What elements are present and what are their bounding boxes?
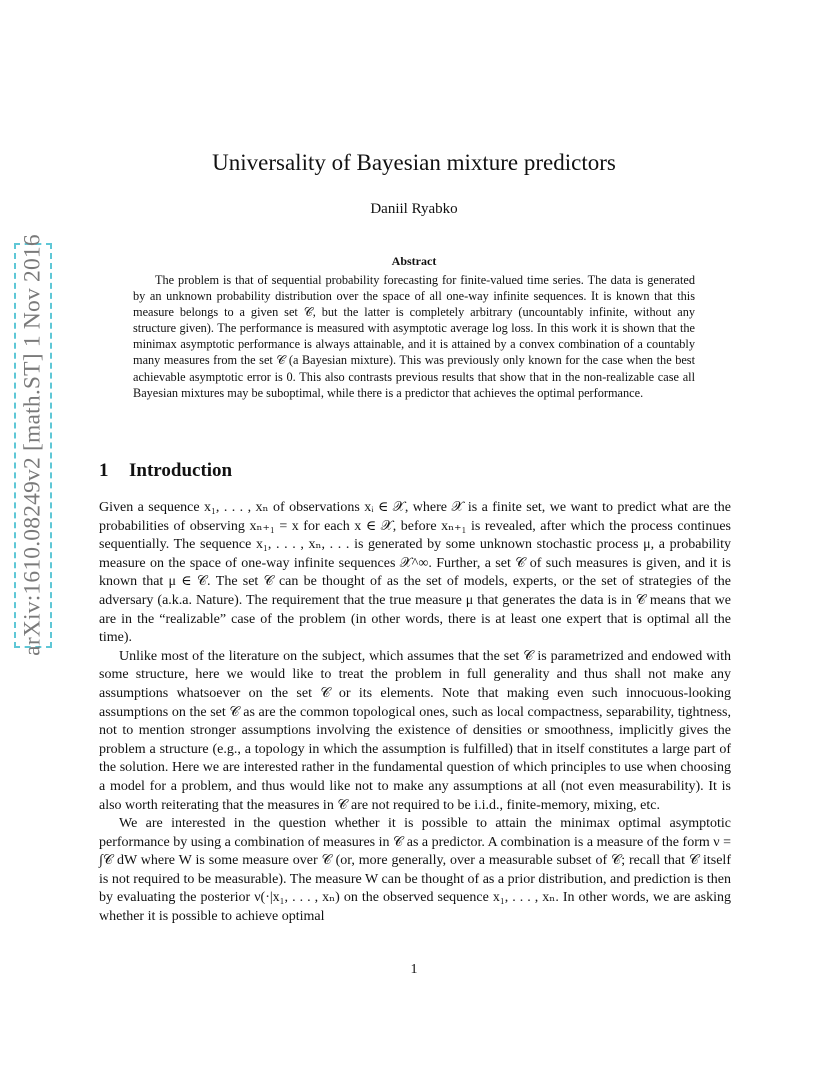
abstract-heading: Abstract bbox=[391, 254, 437, 268]
page-number: 1 bbox=[410, 962, 418, 977]
section-title: Introduction bbox=[129, 460, 233, 481]
paragraph: Given a sequence x₁, . . . , xₙ of observations xᵢ ∈ 𝒳, where 𝒳 is a finite set, we want to predict what are the probabilities of observing xₙ₊₁ = x for each x ∈ 𝒳, before xₙ₊₁ is revealed, after which the process continues sequentially. The sequence x₁, . . . , xₙ, . . . is generated by some unknown stochastic process μ, a probability measure on the space of one-way infinite sequences 𝒳^∞. Further, a set 𝒞 of such measures is given, and it is known that μ ∈ 𝒞. The set 𝒞 can be thought of as the set of models, experts, or the set of strategies of the adversary (a.k.a. Nature). The requirement that the true measure μ that generates the data is in 𝒞 means that we are in the “realizable” case of the problem (in other words, there is at least one expert that is optimal all the time). bbox=[99, 500, 731, 646]
section-body bbox=[99, 499, 731, 927]
section-heading bbox=[99, 460, 232, 482]
paragraph: We are interested in the question whether it is possible to attain the minimax optimal asymptotic performance by using a combination of measures in 𝒞 as a predictor. A combination is a measure of the form ν = ∫𝒞 dW where W is some measure over 𝒞 (or, more generally, over a measurable subset of 𝒞; recall that 𝒞 itself is not required to be measurable). The measure W can be thought of as a prior distribution, and prediction is then by evaluating the posterior ν(·|x₁, . . . , xₙ) on the observed sequence x₁, . . . , xₙ. In other words, we are asking whether it is possible to achieve optimal bbox=[99, 816, 731, 925]
abstract-body: The problem is that of sequential probability forecasting for finite-valued time series. The data is generated by an unknown probability distribution over the space of all one-way infinite sequences. It is known that this measure belongs to a given set 𝒞, but the latter is completely arbitrary (uncountably infinite, without any structure given). The performance is measured with asymptotic average log loss. In this work it is shown that the minimax asymptotic performance is always attainable, and it is attained by a convex combination of a countably many measures from the set 𝒞 (a Bayesian mixture). This was previously only known for the case when the best achievable asymptotic error is 0. This also contrasts previous results that show that in the non-realizable case all Bayesian mixtures may be suboptimal, while there is a predictor that achieves the optimal performance. bbox=[133, 273, 695, 400]
paper-author: Daniil Ryabko bbox=[370, 201, 458, 217]
paragraph: Unlike most of the literature on the subject, which assumes that the set 𝒞 is parametrized and endowed with some structure, here we would like to treat the problem in full generality and thus shall not make any assumptions whatsoever on the set 𝒞 or its elements. Note that making even such innocuous-looking assumptions on the set 𝒞 as are the common topological ones, such as local compactness, separability, tightness, not to mention stronger assumptions involving the existence of densities or smoothness, implicitly gives the problem a structure (e.g., a topology in which the assumption is fulfilled) that in itself constitutes a large part of the solution. Here we are interested rather in the fundamental question of which principles to use when choosing a model for a problem, and thus would like not to make any assumptions at all (not even measurability). It is also worth reiterating that the measures in 𝒞 are not required to be i.i.d., finite-memory, mixing, etc. bbox=[99, 648, 731, 813]
arxiv-identifier: arXiv:1610.08249v2 [math.ST] 1 Nov 2016 bbox=[19, 234, 46, 656]
paper-title: Universality of Bayesian mixture predictors bbox=[212, 150, 616, 175]
section-number: 1 bbox=[99, 460, 109, 481]
